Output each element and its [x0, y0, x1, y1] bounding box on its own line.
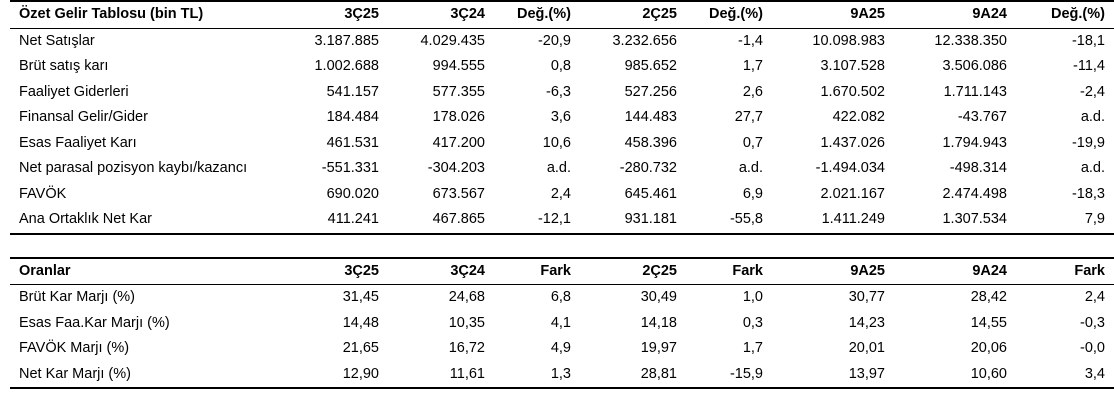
ratios-header-cell-3: Fark: [494, 258, 580, 285]
ratios-row-value: 30,49: [640, 289, 677, 305]
income-row-value: 577.355: [432, 83, 485, 100]
ratios-row-value: 20,01: [848, 340, 885, 356]
income-row-value: 931.181: [580, 207, 686, 234]
income-row-value: -498.314: [949, 160, 1007, 176]
income-row-value: -11,4: [1073, 58, 1105, 74]
income-header-cell-6: 9A25: [772, 1, 894, 28]
income-row-value: -18,3: [1071, 185, 1105, 202]
ratios-row-value: 2,4: [1084, 289, 1105, 305]
table-row: [10, 156, 1114, 182]
income-row-value: 3.107.528: [820, 58, 885, 74]
table-row: [10, 311, 1114, 337]
ratios-row-value: 28,81: [580, 362, 686, 389]
income-row-value: 1.670.502: [820, 83, 885, 100]
income-header-cell-4: 2Ç25: [580, 1, 686, 28]
ratios-header-cell-1: 3Ç25: [282, 258, 388, 285]
income-row-value: 467.865: [388, 207, 494, 234]
income-header-cell-3: Değ.(%): [494, 1, 580, 28]
ratios-row-label: Esas Faa.Kar Marjı (%): [19, 314, 170, 331]
ratios-row-value: 19,97: [640, 340, 677, 356]
income-row-value: -2,4: [1080, 83, 1105, 100]
income-row-value: -1,4: [738, 32, 763, 49]
ratios-row-value: 20,06: [970, 340, 1007, 356]
ratios-header-cell-8: Fark: [1016, 258, 1114, 285]
income-header-cell-5: Değ.(%): [686, 1, 772, 28]
income-row-value: 1,7: [742, 58, 763, 74]
income-statement-table: [10, 0, 1114, 235]
ratios-row-value: 28,42: [970, 289, 1007, 305]
income-row-value: -18,1: [1071, 32, 1105, 49]
income-row-value: 541.157: [326, 83, 379, 100]
ratios-row-value: 0,3: [742, 314, 763, 331]
income-row-value: 3.187.885: [314, 32, 379, 49]
income-row-label: Net Satışlar: [19, 32, 95, 49]
table-row: [10, 336, 1114, 362]
income-row-value: -280.732: [619, 160, 677, 176]
income-row-value: 1.411.249: [772, 207, 894, 234]
income-row-label: Ana Ortaklık Net Kar: [10, 207, 282, 234]
table-row: [10, 131, 1114, 157]
ratios-row-value: 12,90: [282, 362, 388, 389]
income-row-value: 527.256: [624, 83, 677, 100]
income-row-label: Net parasal pozisyon kaybı/kazancı: [19, 160, 248, 176]
income-header-cell-8: Değ.(%): [1016, 1, 1114, 28]
ratios-row-label: Brüt Kar Marjı (%): [19, 289, 136, 305]
income-row-value: 1.794.943: [942, 134, 1007, 151]
ratios-row-value: 1,3: [494, 362, 580, 389]
ratios-row-value: -0,3: [1080, 314, 1105, 331]
income-row-value: -43.767: [957, 109, 1007, 125]
income-row-value: 3.232.656: [612, 32, 677, 49]
income-row-value: 2,6: [742, 83, 763, 100]
income-row-value: 144.483: [624, 109, 677, 125]
ratios-row-value: 1,0: [742, 289, 763, 305]
ratios-row-value: 21,65: [342, 340, 379, 356]
income-row-value: 1.711.143: [943, 83, 1007, 100]
ratios-row-value: 30,77: [848, 289, 885, 305]
income-row-value: 10.098.983: [812, 32, 885, 49]
income-row-value: 1.307.534: [894, 207, 1016, 234]
income-row-value: 4.029.435: [420, 32, 485, 49]
income-row-label: Faaliyet Giderleri: [19, 83, 129, 100]
ratios-row-value: -0,0: [1080, 340, 1105, 356]
income-table-header-row: [10, 1, 1114, 28]
income-row-value: -1.494.034: [815, 160, 885, 176]
ratios-table-header-row: [10, 258, 1114, 285]
income-header-cell-0: Özet Gelir Tablosu (bin TL): [10, 1, 282, 28]
table-row: [10, 80, 1114, 106]
income-row-value: 417.200: [432, 134, 485, 151]
table-row: [10, 28, 1114, 54]
ratios-row-value: 4,9: [550, 340, 571, 356]
income-row-label: Finansal Gelir/Gider: [19, 109, 148, 125]
income-row-value: 6,9: [742, 185, 763, 202]
income-row-value: 0,8: [550, 58, 571, 74]
ratios-row-value: 14,48: [342, 314, 379, 331]
table-row: [10, 362, 1114, 389]
income-row-value: 3,6: [550, 109, 571, 125]
income-row-value: -19,9: [1071, 134, 1105, 151]
ratios-row-label: FAVÖK Marjı (%): [19, 340, 130, 356]
income-row-value: 3.506.086: [942, 58, 1007, 74]
table-gap-spacer: [0, 235, 1024, 257]
income-row-label: Brüt satış karı: [19, 58, 109, 74]
income-row-value: 10,6: [542, 134, 571, 151]
income-row-value: -55,8: [686, 207, 772, 234]
table-row: [10, 54, 1114, 80]
income-row-value: -20,9: [537, 32, 571, 49]
ratios-header-cell-6: 9A25: [772, 258, 894, 285]
ratios-row-value: 31,45: [342, 289, 379, 305]
income-row-value: 690.020: [326, 185, 379, 202]
income-row-value: 2.021.167: [820, 185, 885, 202]
income-row-value: 7,9: [1016, 207, 1114, 234]
income-row-value: 1.002.688: [314, 58, 379, 74]
ratios-row-value: 1,7: [742, 340, 763, 356]
ratios-row-value: 11,61: [388, 362, 494, 389]
income-row-value: a.d.: [738, 160, 763, 176]
table-row: [10, 182, 1114, 208]
income-header-cell-1: 3Ç25: [282, 1, 388, 28]
income-header-cell-2: 3Ç24: [388, 1, 494, 28]
income-row-value: 411.241: [282, 207, 388, 234]
income-row-value: -551.331: [321, 160, 379, 176]
income-row-value: 422.082: [832, 109, 885, 125]
income-row-value: a.d.: [1080, 109, 1105, 125]
income-row-value: 2,4: [550, 185, 571, 202]
ratios-row-value: 14,23: [848, 314, 885, 331]
ratios-row-value: 3,4: [1016, 362, 1114, 389]
table-row: [10, 207, 1114, 234]
income-row-value: -304.203: [427, 160, 485, 176]
income-row-value: 27,7: [734, 109, 763, 125]
ratios-row-value: 13,97: [772, 362, 894, 389]
ratios-row-label: Net Kar Marjı (%): [10, 362, 282, 389]
income-row-value: 178.026: [432, 109, 485, 125]
income-row-value: a.d.: [546, 160, 571, 176]
ratios-table: [10, 257, 1114, 390]
ratios-row-value: 4,1: [550, 314, 571, 331]
income-row-value: 461.531: [326, 134, 379, 151]
ratios-header-cell-5: Fark: [686, 258, 772, 285]
table-row: [10, 105, 1114, 131]
ratios-row-value: 10,60: [894, 362, 1016, 389]
income-row-value: a.d.: [1080, 160, 1105, 176]
income-row-value: 985.652: [624, 58, 677, 74]
income-row-value: 0,7: [742, 134, 763, 151]
income-row-label: Esas Faaliyet Karı: [19, 134, 137, 151]
income-row-value: 2.474.498: [942, 185, 1007, 202]
ratios-header-cell-4: 2Ç25: [580, 258, 686, 285]
ratios-row-value: 24,68: [448, 289, 485, 305]
ratios-row-value: 16,72: [448, 340, 485, 356]
income-row-value: 184.484: [326, 109, 379, 125]
income-row-value: 458.396: [624, 134, 677, 151]
income-row-label: FAVÖK: [19, 185, 67, 202]
ratios-row-value: 10,35: [448, 314, 485, 331]
ratios-row-value: 6,8: [550, 289, 571, 305]
ratios-row-value: 14,55: [970, 314, 1007, 331]
income-row-value: 12.338.350: [934, 32, 1007, 49]
income-row-value: 645.461: [624, 185, 677, 202]
ratios-table-wrapper: [0, 257, 1105, 390]
ratios-row-value: 14,18: [640, 314, 677, 331]
income-row-value: 673.567: [432, 185, 485, 202]
income-row-value: 994.555: [432, 58, 485, 74]
ratios-header-cell-7: 9A24: [894, 258, 1016, 285]
ratios-row-value: -15,9: [686, 362, 772, 389]
ratios-header-cell-0: Oranlar: [10, 258, 282, 285]
income-row-value: 1.437.026: [820, 134, 885, 151]
table-row: [10, 285, 1114, 311]
income-row-value: -12,1: [494, 207, 580, 234]
ratios-header-cell-2: 3Ç24: [388, 258, 494, 285]
income-row-value: -6,3: [546, 83, 571, 100]
income-header-cell-7: 9A24: [894, 1, 1016, 28]
